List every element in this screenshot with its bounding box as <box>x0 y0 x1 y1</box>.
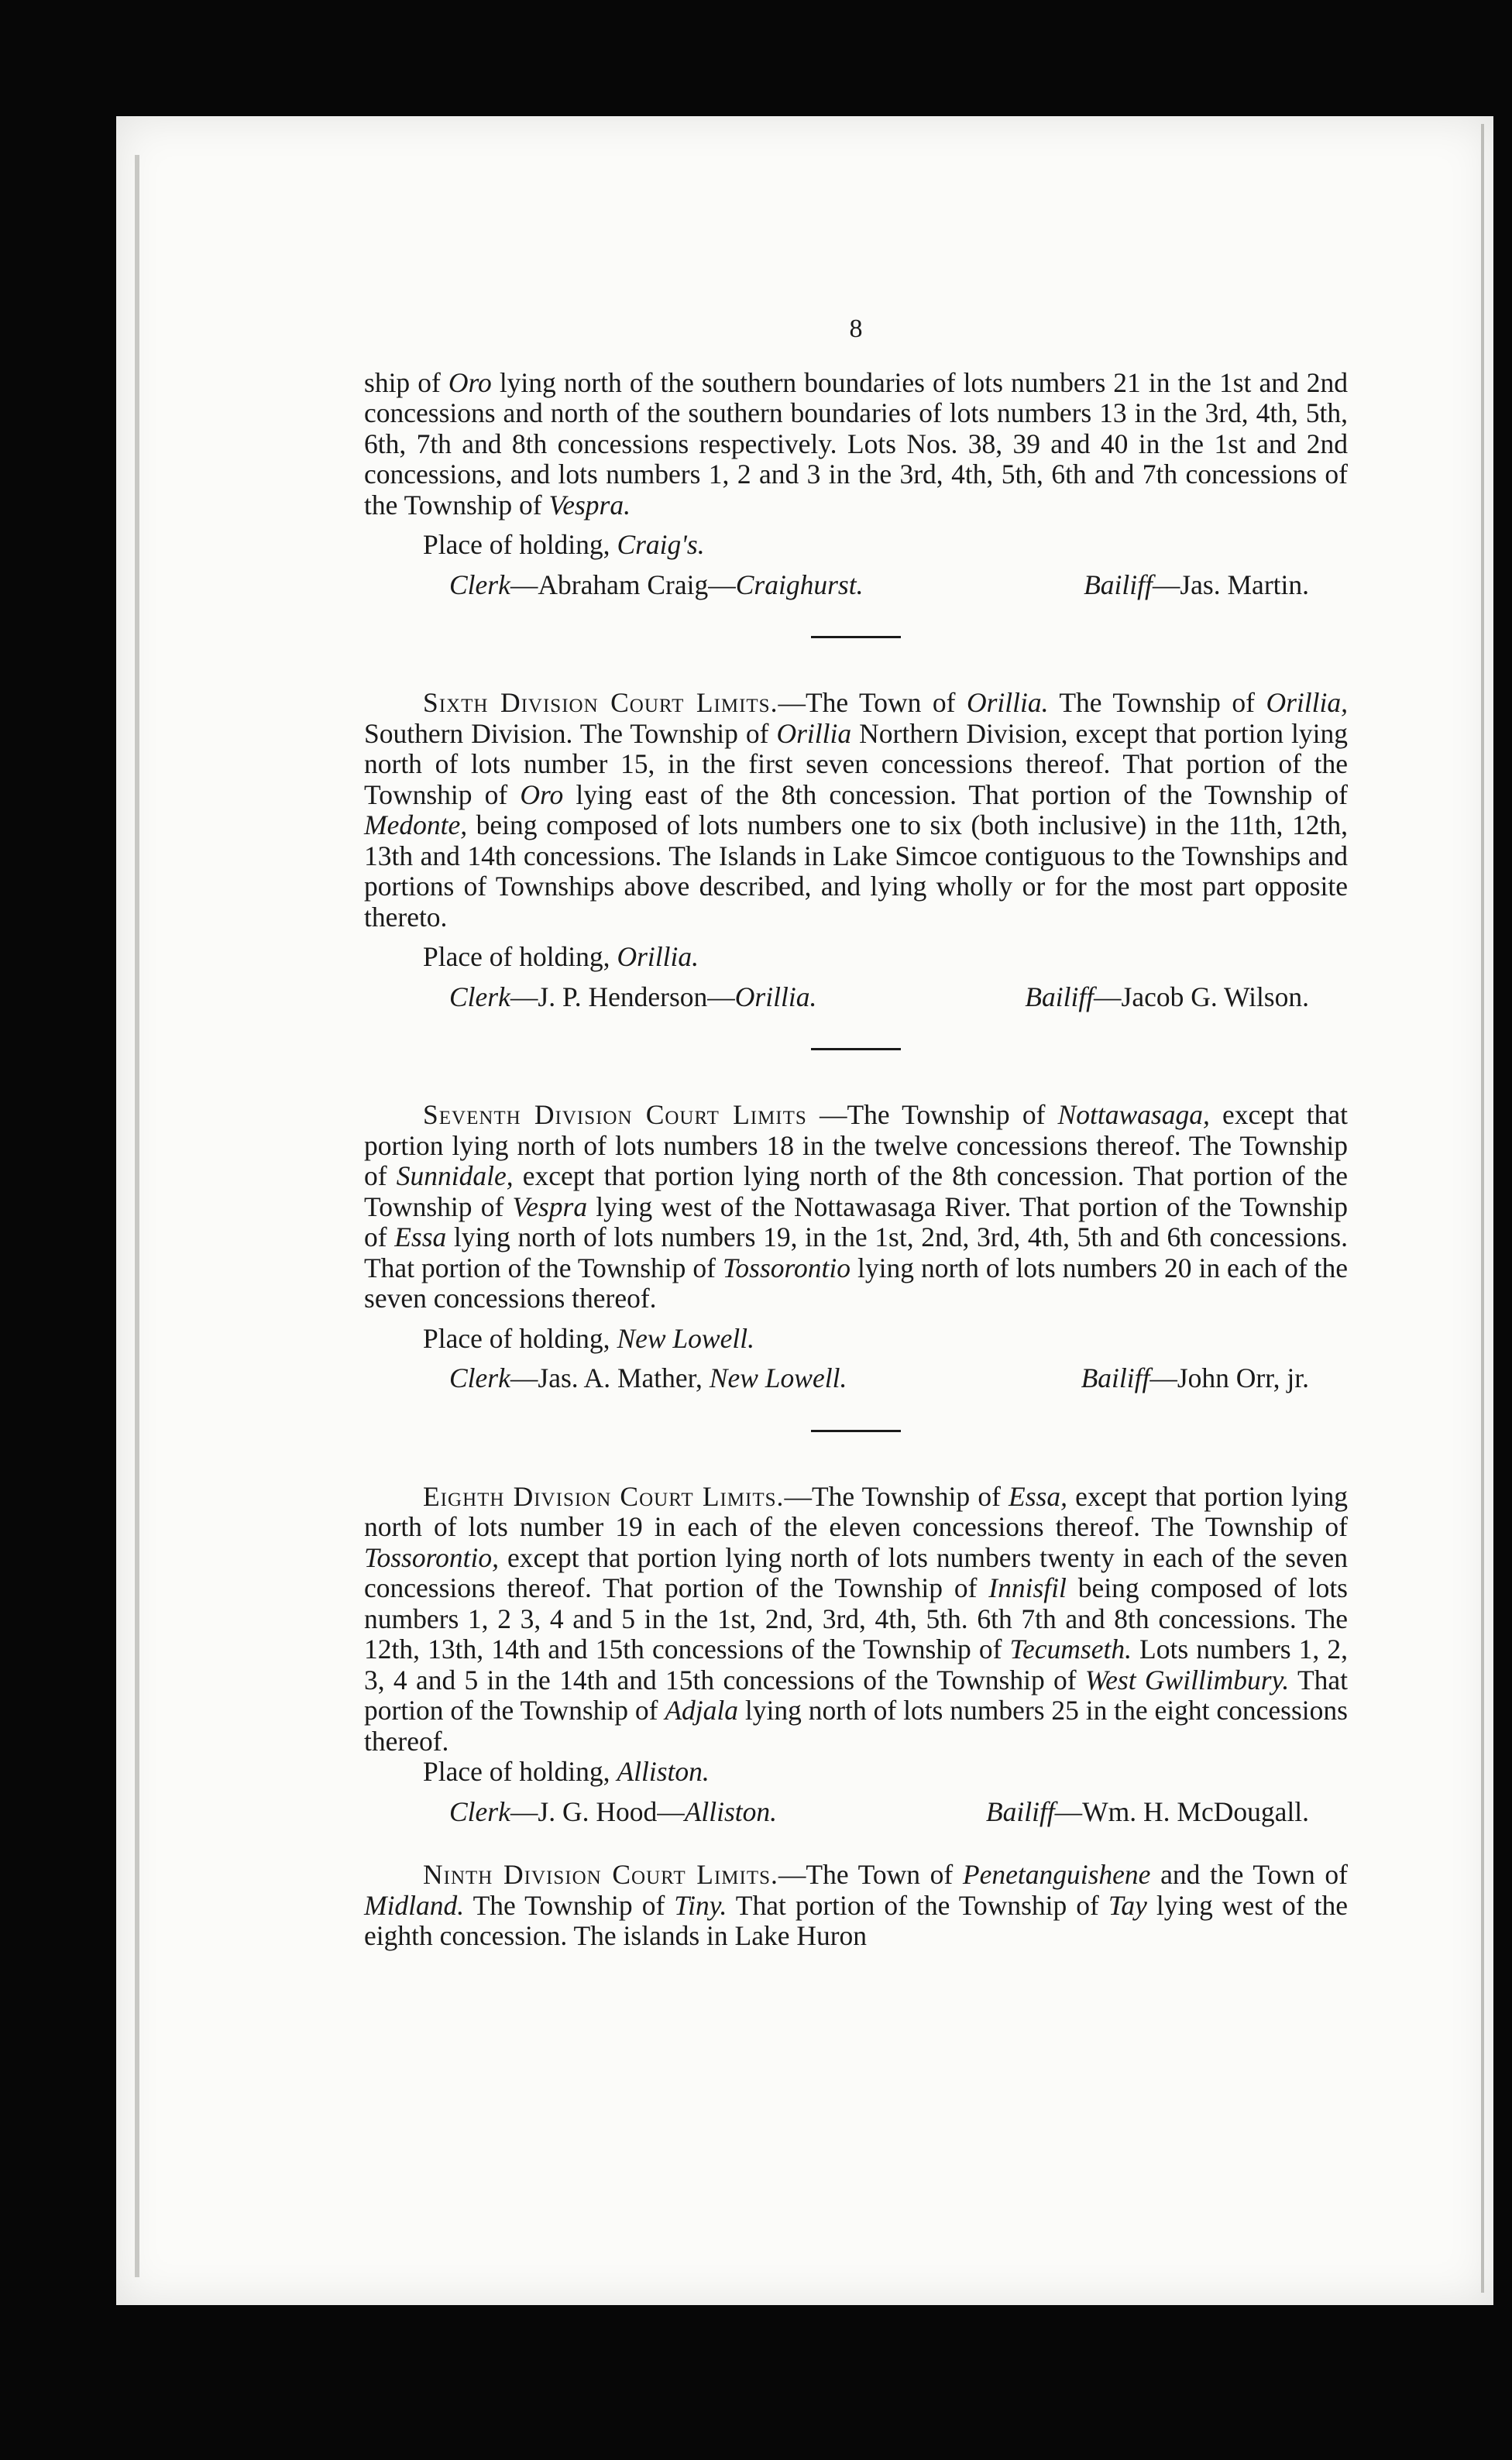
text-segment: —The Township of <box>806 1099 1058 1130</box>
text-segment: That portion of the Township of <box>727 1889 1108 1921</box>
text-segment: lying west of the Nottawasaga River. That portion of the Township of <box>364 1190 1349 1252</box>
text-segment: —The Township of <box>784 1480 1009 1512</box>
place-name: Essa, <box>1009 1480 1067 1512</box>
place-name: Tossorontio, <box>364 1541 499 1573</box>
text-segment: lying north of lots numbers 20 in each of the seven concessions thereof. <box>364 1252 1348 1314</box>
bailiff-name: —Jacob G. Wilson. <box>1094 981 1309 1012</box>
place-name: Orillia. <box>617 941 699 972</box>
place-name: Vespra. <box>548 489 631 521</box>
clerk-entry <box>449 1363 847 1394</box>
clerk-label: Clerk <box>449 1362 510 1393</box>
text-segment: —The Town of <box>778 1859 963 1890</box>
text-segment: lying north of lots numbers 19, in the 1st, 2nd, 3rd, 4th, 5th and 6th concessions. That portion of the Township of <box>364 1221 1348 1283</box>
bailiff-entry <box>986 1797 1309 1828</box>
place-name: Craig's. <box>617 529 705 560</box>
section-heading: Seventh Division Court Limits <box>423 1099 807 1130</box>
section-divider <box>811 1430 901 1432</box>
text-segment: lying north of the southern boundaries of lots numbers 21 in the 1st and 2nd concessions and north of the southern boundaries of lots numbers 13 in the 3rd, 4th, 5th, 6th, 7th and 8th concessions respectively. Lots Nos. 38, 39 and 40 in the 1st and 2nd concessions, and lots numbers 1, 2 and 3 in the 3rd, 4th, 5th, 6th and 7th concessions of the Township of <box>364 366 1349 521</box>
clerk-name: —Jas. A. Mather, <box>510 1362 710 1393</box>
section-divider <box>811 636 901 638</box>
bailiff-label: Bailiff <box>1081 1362 1150 1393</box>
page-edge-right <box>1481 124 1484 2293</box>
text-segment: except that portion lying north of lots number 19 in each of the eleven concessions thereof. The Township of <box>364 1480 1349 1542</box>
clerk-label: Clerk <box>449 569 510 600</box>
bailiff-entry <box>1025 982 1309 1013</box>
place-name: Orillia, <box>1266 687 1348 718</box>
place-label: Place of holding, <box>423 1756 617 1787</box>
place-name: Sunnidale, <box>396 1160 514 1191</box>
bailiff-entry <box>1084 570 1309 601</box>
clerk-label: Clerk <box>449 981 510 1012</box>
ninth-division-section <box>364 1860 1348 1952</box>
clerk-entry <box>449 982 816 1013</box>
bailiff-name: —Wm. H. McDougall. <box>1054 1795 1309 1827</box>
bailiff-name: —John Orr, jr. <box>1149 1362 1309 1393</box>
clerk-name: —Abraham Craig— <box>510 569 736 600</box>
place-name: Orillia. <box>966 687 1049 718</box>
eighth-division-section <box>364 1482 1348 1828</box>
text-segment: lying east of the 8th concession. That portion of the Township of <box>563 778 1349 810</box>
place-name: West Gwillimbury. <box>1084 1664 1290 1696</box>
text-segment: Southern Division. The Township of <box>364 717 777 749</box>
place-name: Tecumseth. <box>1009 1634 1132 1665</box>
eighth-division-paragraph <box>364 1482 1348 1757</box>
clerk-entry <box>449 570 863 601</box>
text-segment: except that portion lying north of the 8th concession. That portion of the Township of <box>364 1160 1348 1222</box>
text-segment: Lots numbers 1, 2, 3, 4 and 5 in the 14th and 15th concessions of the Township of <box>364 1634 1348 1696</box>
clerk-place: New Lowell. <box>709 1362 847 1393</box>
place-name: Orillia <box>776 717 852 749</box>
clerk-entry <box>449 1797 777 1828</box>
officers-line <box>449 570 1309 601</box>
sixth-division-paragraph <box>364 688 1348 933</box>
clerk-place: Craighurst. <box>735 569 864 600</box>
page-content <box>364 314 1348 1952</box>
section-heading: Ninth Division Court Limits. <box>423 1859 778 1890</box>
officers-line <box>449 1797 1309 1828</box>
bailiff-label: Bailiff <box>1084 569 1153 600</box>
clerk-place: Orillia. <box>734 981 817 1012</box>
text-segment: The Township of <box>1048 687 1266 718</box>
page-number: 8 <box>849 314 863 343</box>
sixth-division-section <box>364 688 1348 1012</box>
section-heading: Eighth Division Court Limits. <box>423 1480 785 1512</box>
bailiff-label: Bailiff <box>985 1795 1055 1827</box>
seventh-division-section <box>364 1100 1348 1394</box>
place-name: Tiny. <box>674 1889 727 1921</box>
place-name: Medonte, <box>364 809 468 840</box>
place-name: Penetanguishene <box>962 1859 1151 1890</box>
place-of-holding <box>423 1324 1348 1355</box>
bailiff-entry <box>1081 1363 1309 1394</box>
section-divider <box>811 1048 901 1050</box>
place-name: Tossorontio <box>722 1252 851 1283</box>
officers-line <box>449 1363 1309 1394</box>
clerk-place: Alliston. <box>684 1795 778 1827</box>
place-name: Oro <box>448 366 492 398</box>
intro-paragraph <box>364 368 1348 521</box>
text-segment: Northern Division, except that portion lying north of lots number 15, in the first seven concessions thereof. That portion of the Township of <box>364 717 1348 810</box>
place-name: Adjala <box>665 1695 739 1726</box>
text-segment: and the Town of <box>1150 1859 1348 1890</box>
place-name: Midland. <box>364 1889 465 1921</box>
place-name: Vespra <box>512 1190 588 1222</box>
place-of-holding <box>423 942 1348 973</box>
ninth-division-paragraph <box>364 1860 1348 1952</box>
place-of-holding <box>423 530 1348 561</box>
place-label: Place of holding, <box>423 1322 617 1354</box>
text-segment: ship of <box>364 366 448 398</box>
text-segment: The Township of <box>464 1889 675 1921</box>
seventh-division-paragraph <box>364 1100 1348 1314</box>
section-heading: Sixth Division Court Limits. <box>423 687 778 718</box>
clerk-name: —J. P. Henderson— <box>510 981 735 1012</box>
clerk-name: —J. G. Hood— <box>510 1795 685 1827</box>
text-segment: being composed of lots numbers one to six (both inclusive) in the 11th, 12th, 13th and 14th concessions. The Islands in Lake Simcoe contiguous to the Townships and portions of Townships above described, and lying wholly or for the most part opposite thereto. <box>364 809 1348 933</box>
place-label: Place of holding, <box>423 941 617 972</box>
intro-section <box>364 368 1348 601</box>
place-name: New Lowell. <box>617 1322 754 1354</box>
place-name: Essa <box>394 1221 447 1252</box>
text-segment: being composed of lots numbers 1, 2 3, 4 and 5 in the 1st, 2nd, 3rd, 4th, 5th. 6th 7th and 8th concessions. The 12th, 13th, 14th and 15th concessions of the Township of <box>364 1572 1348 1665</box>
text-segment: except that portion lying north of lots numbers 18 in the twelve concessions thereof. The Township of <box>364 1099 1348 1191</box>
place-name: Tay <box>1108 1889 1147 1921</box>
bailiff-name: —Jas. Martin. <box>1152 569 1309 600</box>
place-name: Nottawasaga, <box>1057 1099 1210 1130</box>
text-segment: —The Town of <box>778 687 967 718</box>
place-name: Oro <box>520 778 564 810</box>
text-segment: lying north of lots numbers 25 in the eight concessions thereof. <box>364 1695 1348 1757</box>
place-name: Innisfil <box>988 1572 1067 1603</box>
text-segment: lying west of the eighth concession. The islands in Lake Huron <box>364 1889 1348 1951</box>
bailiff-label: Bailiff <box>1025 981 1094 1012</box>
text-segment: That portion of the Township of <box>364 1664 1348 1726</box>
page-edge-left <box>135 155 139 2277</box>
place-name: Alliston. <box>617 1756 710 1787</box>
place-label: Place of holding, <box>423 529 617 560</box>
section-gap <box>364 1827 1348 1860</box>
text-segment: except that portion lying north of lots numbers twenty in each of the seven concessions thereof. That portion of the Township of <box>364 1541 1348 1603</box>
clerk-label: Clerk <box>449 1795 510 1827</box>
officers-line <box>449 982 1309 1013</box>
place-of-holding <box>423 1757 1348 1788</box>
